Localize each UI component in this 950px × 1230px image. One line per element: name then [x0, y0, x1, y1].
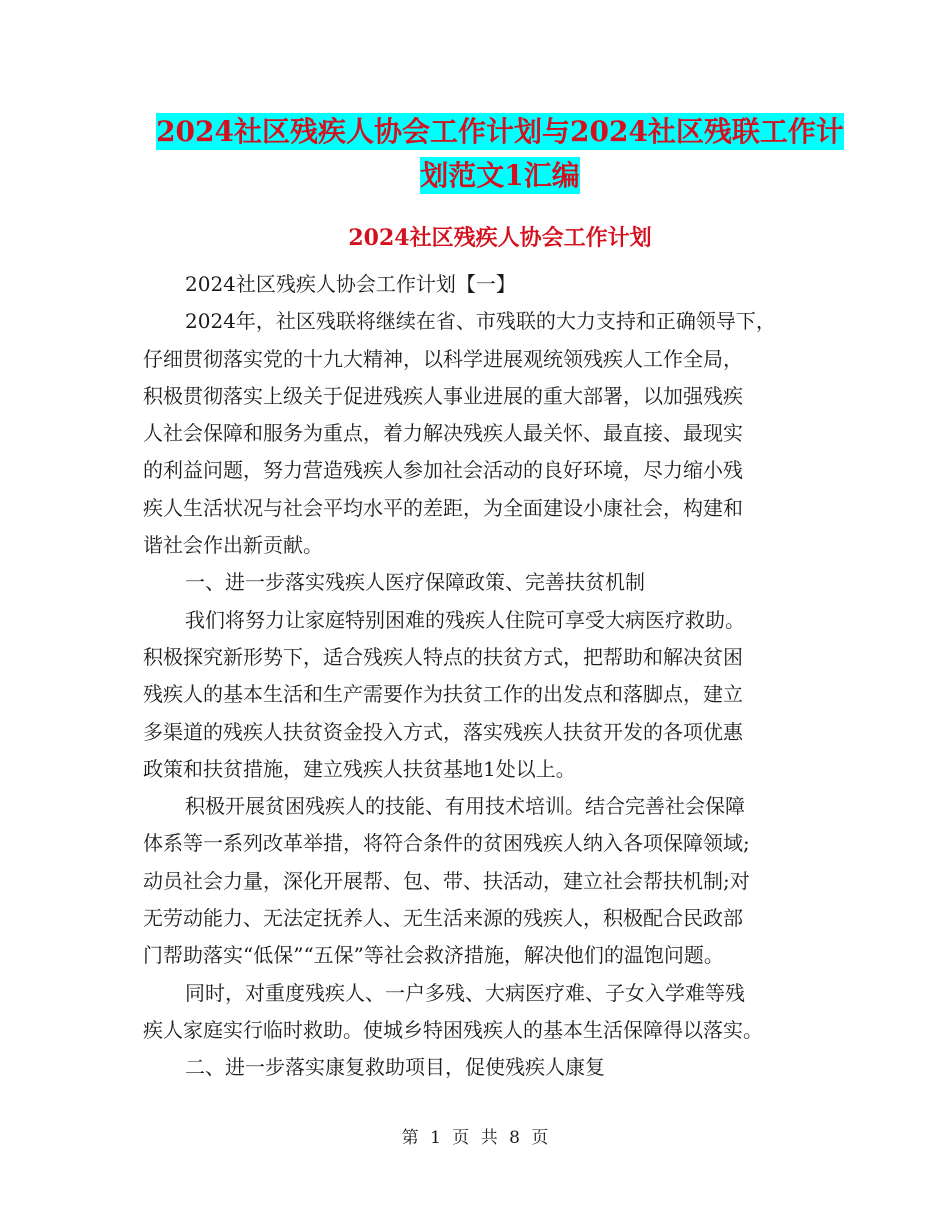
document-title-line-2: 划范文1汇编: [420, 159, 580, 192]
text-line: 政策和扶贫措施，建立残疾人扶贫基地1处以上。: [143, 756, 576, 781]
text-line: 二、进一步落实康复救助项目，促使残疾人康复: [185, 1055, 605, 1080]
text-line: 2024社区残疾人协会工作计划【一】: [185, 272, 516, 296]
text-line: 谐社会作出新贡献。: [143, 533, 323, 558]
text-line: 仔细贯彻落实党的十九大精神，以科学进展观统领残疾人工作全局，: [143, 346, 743, 371]
text-line: 残疾人的基本生活和生产需要作为扶贫工作的出发点和落脚点，建立: [143, 682, 743, 707]
page-footer: 第 1 页 共 8 页: [401, 1128, 549, 1148]
document-title: [140, 110, 860, 198]
text-line: 同时，对重度残疾人、一户多残、大病医疗难、子女入学难等残: [185, 980, 745, 1005]
text-line: 一、进一步落实残疾人医疗保障政策、完善扶贫机制: [185, 570, 645, 595]
document-title-line-1: 2024社区残疾人协会工作计划与2024社区残联工作计: [156, 115, 844, 148]
text-line: 动员社会力量，深化开展帮、包、带、扶活动，建立社会帮扶机制;对: [143, 868, 750, 893]
text-line: 无劳动能力、无法定抚养人、无生活来源的残疾人，积极配合民政部: [143, 906, 743, 931]
text-line: 门帮助落实“低保”“五保”等社会救济措施，解决他们的温饱问题。: [143, 943, 724, 968]
text-line: 积极贯彻落实上级关于促进残疾人事业进展的重大部署，以加强残疾: [143, 383, 743, 408]
text-line: 疾人生活状况与社会平均水平的差距，为全面建设小康社会，构建和: [143, 495, 743, 520]
text-line: 人社会保障和服务为重点，着力解决残疾人最关怀、最直接、最现实: [143, 421, 743, 446]
text-line: 积极探究新形势下，适合残疾人特点的扶贫方式，把帮助和解决贫困: [143, 644, 743, 669]
text-line: 的利益问题，努力营造残疾人参加社会活动的良好环境，尽力缩小残: [143, 458, 743, 483]
text-line: 体系等一系列改革举措，将符合条件的贫困残疾人纳入各项保障领域;: [143, 831, 750, 856]
body-text: [143, 266, 813, 1087]
text-line: 我们将努力让家庭特别困难的残疾人住院可享受大病医疗救助。: [185, 607, 745, 632]
text-line: 2024年，社区残联将继续在省、市残联的大力支持和正确领导下，: [185, 309, 776, 334]
text-line: 多渠道的残疾人扶贫资金投入方式，落实残疾人扶贫开发的各项优惠: [143, 719, 743, 744]
text-line: 疾人家庭实行临时救助。使城乡特困残疾人的基本生活保障得以落实。: [143, 1017, 763, 1042]
section-heading: 2024社区残疾人协会工作计划: [348, 225, 652, 251]
text-line: 积极开展贫困残疾人的技能、有用技术培训。结合完善社会保障: [185, 794, 745, 819]
